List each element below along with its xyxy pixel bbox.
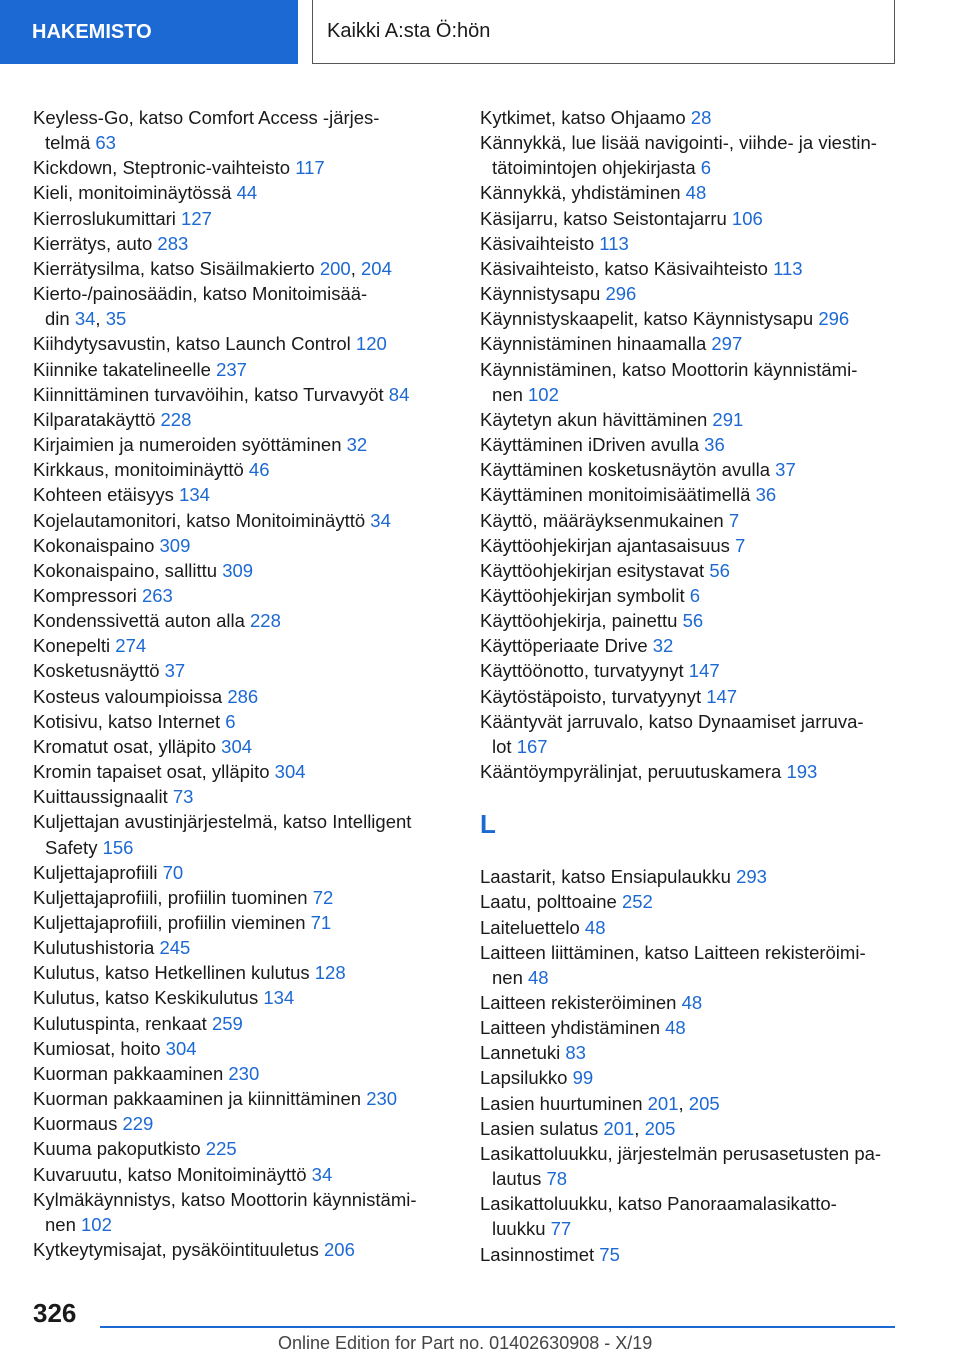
index-entry: [33, 985, 453, 1010]
section-title: HAKEMISTO: [32, 20, 152, 43]
index-entry-text: tätoimintojen ohjekirjasta: [492, 157, 696, 179]
index-entry-text: Kohteen etäisyys: [33, 484, 174, 506]
index-entry-text: Käytetyn akun hävittäminen: [480, 408, 708, 430]
index-entry-text: Käynnistysapu: [480, 283, 601, 305]
page-link[interactable]: 106: [731, 207, 763, 229]
page-link[interactable]: 73: [172, 786, 194, 808]
index-entry-text: Kumiosat, hoito: [33, 1037, 161, 1059]
index-entry: [33, 1061, 453, 1086]
index-entry: Lasien huurtuminen 201, 205: [480, 1092, 720, 1114]
index-entry-text: Kuljettajaprofiili, profiilin vieminen: [33, 912, 306, 933]
page-link[interactable]: 48: [685, 182, 707, 204]
index-entry: [480, 889, 900, 914]
page-link[interactable]: 201: [603, 1117, 635, 1139]
index-entry-text: Kääntöympyrälinjat, peruutuskamera: [480, 761, 782, 783]
index-entry: [33, 231, 453, 256]
index-entry-text: Konepelti: [33, 635, 111, 657]
index-entry: [33, 105, 453, 130]
index-entry-text: lautus: [492, 1168, 542, 1190]
index-entry-text: din: [45, 308, 70, 330]
page-link[interactable]: 206: [324, 1239, 355, 1261]
index-entry-text: Kulutus, katso Hetkellinen kulutus: [33, 962, 310, 984]
page-link[interactable]: 56: [709, 559, 730, 581]
index-entry: [480, 940, 900, 965]
index-entry: [480, 105, 900, 130]
page-link[interactable]: 6: [225, 710, 236, 732]
index-entry-text: Kännykkä, yhdistäminen: [480, 182, 681, 204]
index-entry-text: Käyttäminen kosketusnäytön avulla: [480, 459, 771, 481]
page-link[interactable]: 113: [599, 232, 629, 254]
index-entry: [33, 583, 453, 608]
page-link[interactable]: 147: [688, 660, 720, 682]
index-entry: [480, 281, 900, 306]
page-link[interactable]: 7: [735, 534, 746, 556]
index-entry-text: Kickdown, Steptronic-vaihteisto: [33, 157, 291, 179]
index-entry: [33, 1011, 453, 1036]
index-entry: [33, 281, 453, 306]
index-entry-continuation: [480, 1166, 900, 1191]
index-entry: [33, 633, 453, 658]
index-entry-text: luukku: [492, 1218, 546, 1240]
index-entry: [33, 709, 453, 734]
index-entry: [480, 633, 900, 658]
index-entry: [480, 331, 900, 356]
index-entry: [33, 357, 453, 382]
index-entry-text: Kompressori: [33, 584, 137, 606]
page-link[interactable]: 32: [652, 635, 674, 657]
index-entry: [33, 331, 453, 356]
page-link[interactable]: 200: [319, 257, 351, 279]
page-link[interactable]: 128: [314, 962, 346, 984]
index-entry-text: Kytkimet, katso Ohjaamo: [480, 107, 686, 128]
index-entry-text: Kuljettajaprofiili: [33, 861, 158, 883]
page-link[interactable]: 134: [179, 484, 210, 506]
index-entry: [33, 734, 453, 759]
index-entry-text: Käsijarru, katso Seistontajarru: [480, 207, 727, 229]
page-link[interactable]: 309: [159, 534, 191, 556]
index-entry-text: Kylmäkäynnistys, katso Moottorin käynnistämi-: [33, 1188, 417, 1210]
index-entry-continuation: din 34, 35: [45, 308, 127, 330]
index-entry: [480, 583, 900, 608]
page-link[interactable]: 304: [274, 761, 306, 783]
index-entry: [480, 130, 900, 155]
index-entry-text: Laitteen liittäminen, katso Laitteen rekisteröimi-: [480, 941, 866, 963]
index-entry-text: Keyless-Go, katso Comfort Access -järjes-: [33, 107, 380, 128]
index-entry-text: Kosteus valoumpioissa: [33, 685, 223, 707]
index-entry-text: Laastarit, katso Ensiapulaukku: [480, 866, 731, 888]
index-entry-text: Käyttöohjekirjan ajantasaisuus: [480, 534, 730, 556]
subtitle-tab: [312, 0, 895, 64]
index-entry-text: Kääntyvät jarruvalo, katso Dynaamiset jarruva-: [480, 710, 864, 732]
page-link[interactable]: 75: [599, 1243, 620, 1265]
page-link[interactable]: 6: [689, 584, 701, 606]
index-column-right: [480, 105, 900, 1267]
index-entry-text: Käynnistäminen, katso Moottorin käynnistämi-: [480, 358, 858, 380]
page-link[interactable]: 167: [516, 735, 548, 757]
page-link[interactable]: 117: [295, 157, 325, 179]
index-entry-text: Kiinnittäminen turvavöihin, katso Turvavyöt: [33, 383, 384, 405]
page-link[interactable]: 291: [712, 408, 744, 430]
index-entry-text: Kirkkaus, monitoiminäyttö: [33, 459, 244, 481]
index-entry: [33, 608, 453, 633]
page-link[interactable]: 34: [370, 509, 391, 531]
index-entry-text: Laitteen yhdistäminen: [480, 1017, 660, 1039]
index-entry: [33, 558, 453, 583]
page-link[interactable]: 259: [211, 1012, 243, 1034]
footer-edition: Online Edition for Part no. 01402630908 - X/19: [278, 1333, 653, 1353]
page-link[interactable]: 127: [181, 207, 212, 229]
page-link[interactable]: 83: [565, 1042, 586, 1064]
page-link[interactable]: 32: [346, 434, 368, 456]
index-entry-text: Käyttäminen monitoimisäätimellä: [480, 484, 751, 506]
page-link[interactable]: 205: [644, 1117, 676, 1139]
index-entry-text: Kytkeytymisajat, pysäköintituuletus: [33, 1239, 319, 1261]
index-entry-continuation: [480, 734, 900, 759]
index-entry-text: Kierto-/painosäädin, katso Monitoimisää-: [33, 283, 368, 305]
index-entry-continuation: [480, 1216, 900, 1241]
page-link[interactable]: 120: [355, 333, 387, 355]
index-entry: [480, 457, 900, 482]
index-entry-continuation: [33, 130, 453, 155]
index-entry-text: Kulutushistoria: [33, 937, 155, 959]
index-entry: [33, 1111, 453, 1136]
index-entry: [33, 533, 453, 558]
index-entry: [33, 1036, 453, 1061]
index-entry: [33, 960, 453, 985]
index-entry-text: Kuljettajan avustinjärjestelmä, katso Intelligent: [33, 811, 412, 833]
page-link[interactable]: 293: [736, 866, 767, 888]
index-entry: [33, 860, 453, 885]
index-entry-text: Kirjaimien ja numeroiden syöttäminen: [33, 434, 342, 456]
page-link[interactable]: 36: [755, 484, 777, 506]
page-link[interactable]: 229: [122, 1113, 154, 1135]
index-entry: [33, 784, 453, 809]
page-link[interactable]: 156: [102, 836, 134, 858]
index-entry-text: Laiteluettelo: [480, 916, 580, 938]
index-entry: [480, 684, 900, 709]
page-link[interactable]: 70: [162, 861, 184, 883]
index-entry-text: Käyttöperiaate Drive: [480, 635, 648, 657]
page-link[interactable]: 296: [605, 283, 637, 305]
page-link[interactable]: 134: [263, 987, 295, 1009]
index-entry: [33, 1237, 453, 1262]
page-link[interactable]: 44: [236, 182, 258, 204]
index-entry-text: Käsivaihteisto: [480, 232, 595, 254]
index-entry: [33, 1187, 453, 1212]
page-link[interactable]: 34: [74, 308, 96, 330]
index-entry: [480, 1242, 900, 1267]
page-link[interactable]: 113: [773, 257, 803, 279]
page-header: [0, 0, 960, 66]
index-entry-text: Käyttö, määräyksenmukainen: [480, 509, 724, 531]
page-link[interactable]: 283: [157, 232, 189, 254]
page-link[interactable]: 28: [690, 107, 712, 128]
page-link[interactable]: 7: [728, 509, 740, 531]
index-entry: [33, 885, 453, 910]
index-entry: [480, 256, 900, 281]
index-letter-heading: L: [480, 809, 496, 840]
index-entry-continuation: [33, 835, 453, 860]
index-entry: [33, 809, 453, 834]
index-entry-text: Käyttäminen iDriven avulla: [480, 434, 700, 456]
index-entry: [480, 990, 900, 1015]
index-entry: [480, 306, 900, 331]
index-entry-text: Laatu, polttoaine: [480, 891, 617, 913]
index-entry-continuation: [480, 155, 900, 180]
index-entry: [480, 1141, 900, 1166]
index-entry-text: Käyttöohjekirja, painettu: [480, 610, 678, 632]
index-entry-text: Kierroslukumittari: [33, 207, 176, 229]
page-number: 326: [33, 1298, 77, 1328]
index-entry: [33, 382, 453, 407]
index-column-left: [33, 105, 453, 1262]
index-entry-text: Lasien sulatus: [480, 1117, 599, 1139]
index-entry-text: Kulutus, katso Keskikulutus: [33, 987, 259, 1009]
index-entry-text: Kierrätysilma, katso Sisäilmakierto: [33, 257, 315, 279]
index-entry: [480, 482, 900, 507]
index-entry-continuation: [480, 382, 900, 407]
index-entry-text: telmä: [45, 132, 91, 154]
index-entry: [480, 658, 900, 683]
page-link[interactable]: 147: [706, 685, 738, 707]
index-entry-text: Kuittaussignaalit: [33, 786, 168, 808]
index-entry-text: Kännykkä, lue lisää navigointi-, viihde- ja viestin-: [480, 132, 877, 154]
index-entry-text: Käynnistäminen hinaamalla: [480, 333, 707, 355]
index-entry-text: Kuorman pakkaaminen ja kiinnittäminen: [33, 1088, 362, 1110]
index-entry: [33, 457, 453, 482]
index-entry-text: Käyttöohjekirjan symbolit: [480, 584, 685, 606]
page-link[interactable]: 84: [388, 383, 410, 405]
index-entry: [480, 533, 900, 558]
page-link[interactable]: 6: [700, 157, 712, 179]
page-link[interactable]: 99: [572, 1067, 594, 1089]
index-entry: [480, 759, 900, 784]
index-entry: [33, 180, 453, 205]
index-entry-text: Käytöstäpoisto, turvatyynyt: [480, 685, 702, 707]
page-link[interactable]: 72: [312, 886, 334, 908]
page-link[interactable]: 245: [159, 937, 191, 959]
index-entry: [480, 407, 900, 432]
index-entry: [480, 915, 900, 940]
page-link[interactable]: 63: [95, 132, 116, 154]
index-entry-text: Käyttöönotto, turvatyynyt: [480, 660, 684, 682]
index-entry-text: Kotisivu, katso Internet: [33, 710, 221, 732]
page-link[interactable]: 228: [160, 408, 192, 430]
index-entry: [33, 910, 453, 935]
index-entry-text: Kuvaruutu, katso Monitoiminäyttö: [33, 1163, 307, 1185]
index-entry: [33, 935, 453, 960]
index-entry-text: Kiihdytysavustin, katso Launch Control: [33, 333, 351, 355]
index-entry: [33, 684, 453, 709]
index-entry: [480, 864, 900, 889]
index-entry-text: Kuuma pakoputkisto: [33, 1138, 201, 1160]
page-link[interactable]: 230: [366, 1088, 398, 1110]
page-link[interactable]: 230: [228, 1062, 260, 1084]
page-link[interactable]: 34: [311, 1163, 333, 1185]
index-entry-text: Kuorman pakkaaminen: [33, 1062, 224, 1084]
index-entry: [33, 508, 453, 533]
index-entry: [480, 709, 900, 734]
index-entry-text: Käsivaihteisto, katso Käsivaihteisto: [480, 257, 768, 279]
footer-divider: [100, 1326, 895, 1328]
index-entry: [33, 658, 453, 683]
index-entry-text: Kokonaispaino: [33, 534, 155, 556]
index-entry-text: Safety: [45, 836, 98, 858]
index-entry-text: Kieli, monitoiminäytössä: [33, 182, 232, 204]
page-link[interactable]: 193: [786, 761, 818, 783]
index-entry: [33, 407, 453, 432]
index-entry-text: Lasien huurtuminen: [480, 1092, 643, 1114]
index-entry: Kierrätysilma, katso Sisäilmakierto 200, 204: [33, 257, 392, 279]
page-link[interactable]: 304: [221, 735, 253, 757]
index-entry-text: Lasikattoluukku, järjestelmän perusasetusten pa-: [480, 1142, 882, 1164]
index-entry-text: Lapsilukko: [480, 1067, 568, 1089]
page-link[interactable]: 71: [310, 912, 332, 933]
index-entry: [480, 180, 900, 205]
index-entry: Lasien sulatus 201, 205: [480, 1117, 676, 1139]
page-link[interactable]: 102: [528, 383, 559, 405]
index-entry: [480, 508, 900, 533]
page-link[interactable]: 48: [584, 916, 606, 938]
page-link[interactable]: 37: [164, 660, 186, 682]
page-link[interactable]: 102: [81, 1213, 112, 1235]
page-link[interactable]: 296: [818, 308, 850, 330]
page-link[interactable]: 56: [682, 610, 704, 632]
index-entry-text: Kuljettajaprofiili, profiilin tuominen: [33, 886, 308, 908]
page-link[interactable]: 309: [222, 559, 254, 581]
page-link[interactable]: 274: [115, 635, 147, 657]
index-entry-continuation: [480, 965, 900, 990]
index-entry-text: Lasinnostimet: [480, 1243, 595, 1265]
page-link[interactable]: 77: [550, 1218, 572, 1240]
page-link[interactable]: 201: [647, 1092, 679, 1114]
index-entry: [480, 1065, 900, 1090]
page-link[interactable]: 228: [250, 610, 281, 632]
page-link[interactable]: 263: [141, 584, 173, 606]
page-link[interactable]: 304: [165, 1037, 197, 1059]
index-entry-text: Kierrätys, auto: [33, 232, 153, 254]
index-entry-text: Kilparatakäyttö: [33, 408, 156, 430]
index-entry-text: Kojelautamonitori, katso Monitoiminäyttö: [33, 509, 366, 531]
index-entry: [480, 1015, 900, 1040]
index-entry: [480, 357, 900, 382]
index-entry: [33, 759, 453, 784]
index-entry-text: Kiinnike takatelineelle: [33, 358, 211, 380]
page-link[interactable]: 286: [227, 685, 259, 707]
index-entry-text: lot: [492, 735, 512, 757]
page-link[interactable]: 78: [546, 1168, 568, 1190]
index-entry-text: Kokonaispaino, sallittu: [33, 559, 218, 581]
index-entry-text: nen: [492, 966, 523, 988]
index-entry: [33, 482, 453, 507]
page-link[interactable]: 46: [248, 459, 270, 481]
index-entry: [33, 1162, 453, 1187]
index-entry: [480, 608, 900, 633]
index-entry: [480, 1040, 900, 1065]
page-link[interactable]: 48: [681, 992, 703, 1013]
section-subtitle: Kaikki A:sta Ö:hön: [327, 20, 491, 42]
index-entry: [480, 206, 900, 231]
index-entry: [480, 558, 900, 583]
index-entry-text: Laitteen rekisteröiminen: [480, 992, 677, 1013]
page-link[interactable]: 48: [665, 1017, 686, 1039]
index-entry: [480, 432, 900, 457]
section-tab: [0, 0, 298, 64]
index-entry-continuation: [33, 1212, 453, 1237]
index-entry-text: nen: [45, 1213, 76, 1235]
page-link[interactable]: 252: [621, 891, 653, 913]
index-entry: [480, 1191, 900, 1216]
page-link[interactable]: 36: [704, 434, 725, 456]
index-entry: [33, 155, 453, 180]
index-entry-text: Kromatut osat, ylläpito: [33, 735, 217, 757]
index-entry-text: Kulutuspinta, renkaat: [33, 1012, 207, 1034]
index-entry-text: Lannetuki: [480, 1042, 561, 1064]
index-entry: [33, 206, 453, 231]
index-entry-text: Kosketusnäyttö: [33, 660, 160, 682]
page-link[interactable]: 35: [105, 308, 127, 330]
page-link[interactable]: 37: [775, 459, 796, 481]
index-entry: [33, 1086, 453, 1111]
index-entry-text: Lasikattoluukku, katso Panoraamalasikatto-: [480, 1193, 837, 1215]
index-entry-text: Käynnistyskaapelit, katso Käynnistysapu: [480, 308, 814, 330]
index-entry-text: Kondenssivettä auton alla: [33, 610, 245, 632]
page-link[interactable]: 237: [216, 358, 247, 380]
page-link[interactable]: 204: [361, 257, 392, 279]
index-entry-text: Käyttöohjekirjan esitystavat: [480, 559, 705, 581]
page-link[interactable]: 48: [528, 966, 549, 988]
index-entry: [33, 1136, 453, 1161]
index-entry-text: nen: [492, 383, 523, 405]
page-link[interactable]: 225: [205, 1138, 237, 1160]
index-entry-text: Kromin tapaiset osat, ylläpito: [33, 761, 270, 783]
index-entry-text: Kuormaus: [33, 1113, 118, 1135]
index-entry: [480, 231, 900, 256]
index-entry: [33, 432, 453, 457]
page-link[interactable]: 205: [688, 1092, 720, 1114]
page-link[interactable]: 297: [711, 333, 743, 355]
